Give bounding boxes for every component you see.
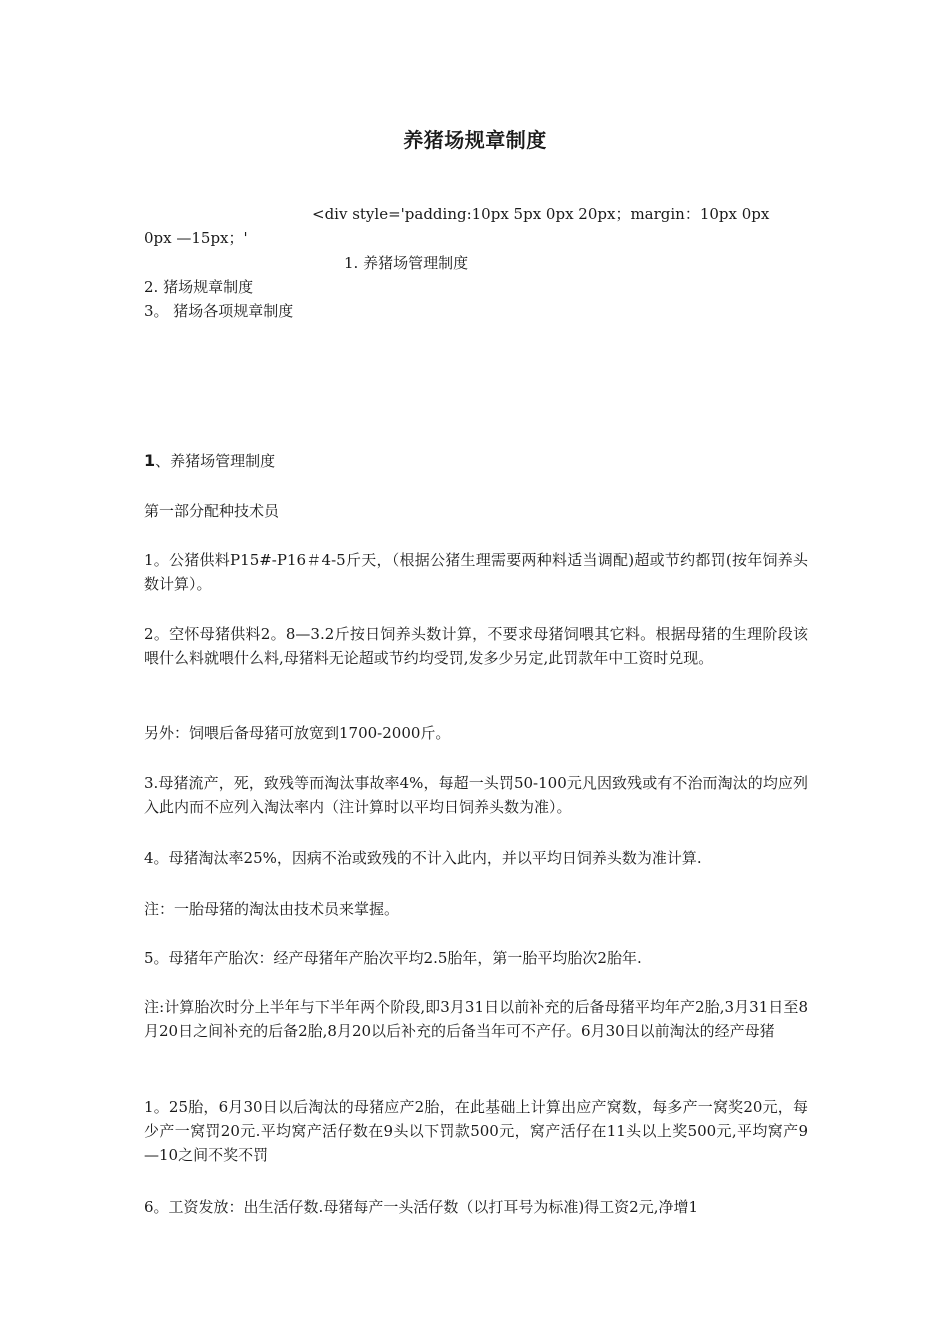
paragraph-6: 注：一胎母猪的淘汰由技术员来掌握。 (144, 900, 400, 918)
paragraph-9: 1。25胎，6月30日以后淘汰的母猪应产2胎，在此基础上计算出应产窝数，每多产一窝奖20元，每少产一窝罚20元.平均窝产活仔数在9头以下罚款500元，窝产活仔在11头以上奖500元,平均窝产9—10之间不奖不罚 (144, 1098, 808, 1164)
section-number: 1 (144, 451, 156, 470)
paragraph-5: 4。母猪淘汰率25%，因病不治或致残的不计入此内，并以平均日饲养头数为准计算. (144, 849, 702, 867)
toc-item-3: 3。 猪场各项规章制度 (144, 302, 294, 320)
paragraph-10: 6。工资发放：出生活仔数.母猪每产一头活仔数（以打耳号为标准)得工资2元,净增1 (144, 1198, 699, 1216)
paragraph-3: 另外：饲喂后备母猪可放宽到1700-2000斤。 (144, 724, 451, 742)
toc-item-2: 2. 猪场规章制度 (144, 278, 254, 296)
paragraph-4: 3.母猪流产，死，致残等而淘汰事故率4%，每超一头罚50-100元凡因致残或有不治而淘汰的均应列入此内而不应列入淘汰率内（注计算时以平均日饲养头数为准）。 (144, 774, 808, 816)
part-heading: 第一部分配种技术员 (144, 502, 280, 520)
paragraph-1: 1。公猪供料P15#-P16＃4-5斤天，（根据公猪生理需要两种料适当调配)超或节约都罚(按年饲养头数计算）。 (144, 551, 808, 593)
paragraph-7: 5。母猪年产胎次：经产母猪年产胎次平均2.5胎年，第一胎平均胎次2胎年. (144, 949, 642, 967)
section-title: 、养猪场管理制度 (155, 452, 276, 470)
paragraph-8: 注:计算胎次时分上半年与下半年两个阶段,即3月31日以前补充的后备母猪平均年产2胎,3月31日至8月20日之间补充的后备2胎,8月20以后补充的后备当年可不产仔。6月30日以前淘汰的经产母猪 (144, 998, 808, 1040)
paragraph-2: 2。空怀母猪供料2。8—3.2斤按日饲养头数计算，不要求母猪饲喂其它料。根据母猪的生理阶段该喂什么料就喂什么料,母猪料无论超或节约均受罚,发多少另定,此罚款年中工资时兑现。 (144, 625, 808, 667)
code-line-1: <div style='padding:10px 5px 0px 20px；margin：10px 0px (312, 205, 770, 223)
section-heading (144, 449, 275, 473)
code-line-2: 0px —15px；' (144, 229, 248, 247)
toc-item-1: 1. 养猪场管理制度 (344, 254, 469, 272)
document-title: 养猪场规章制度 (403, 128, 547, 152)
